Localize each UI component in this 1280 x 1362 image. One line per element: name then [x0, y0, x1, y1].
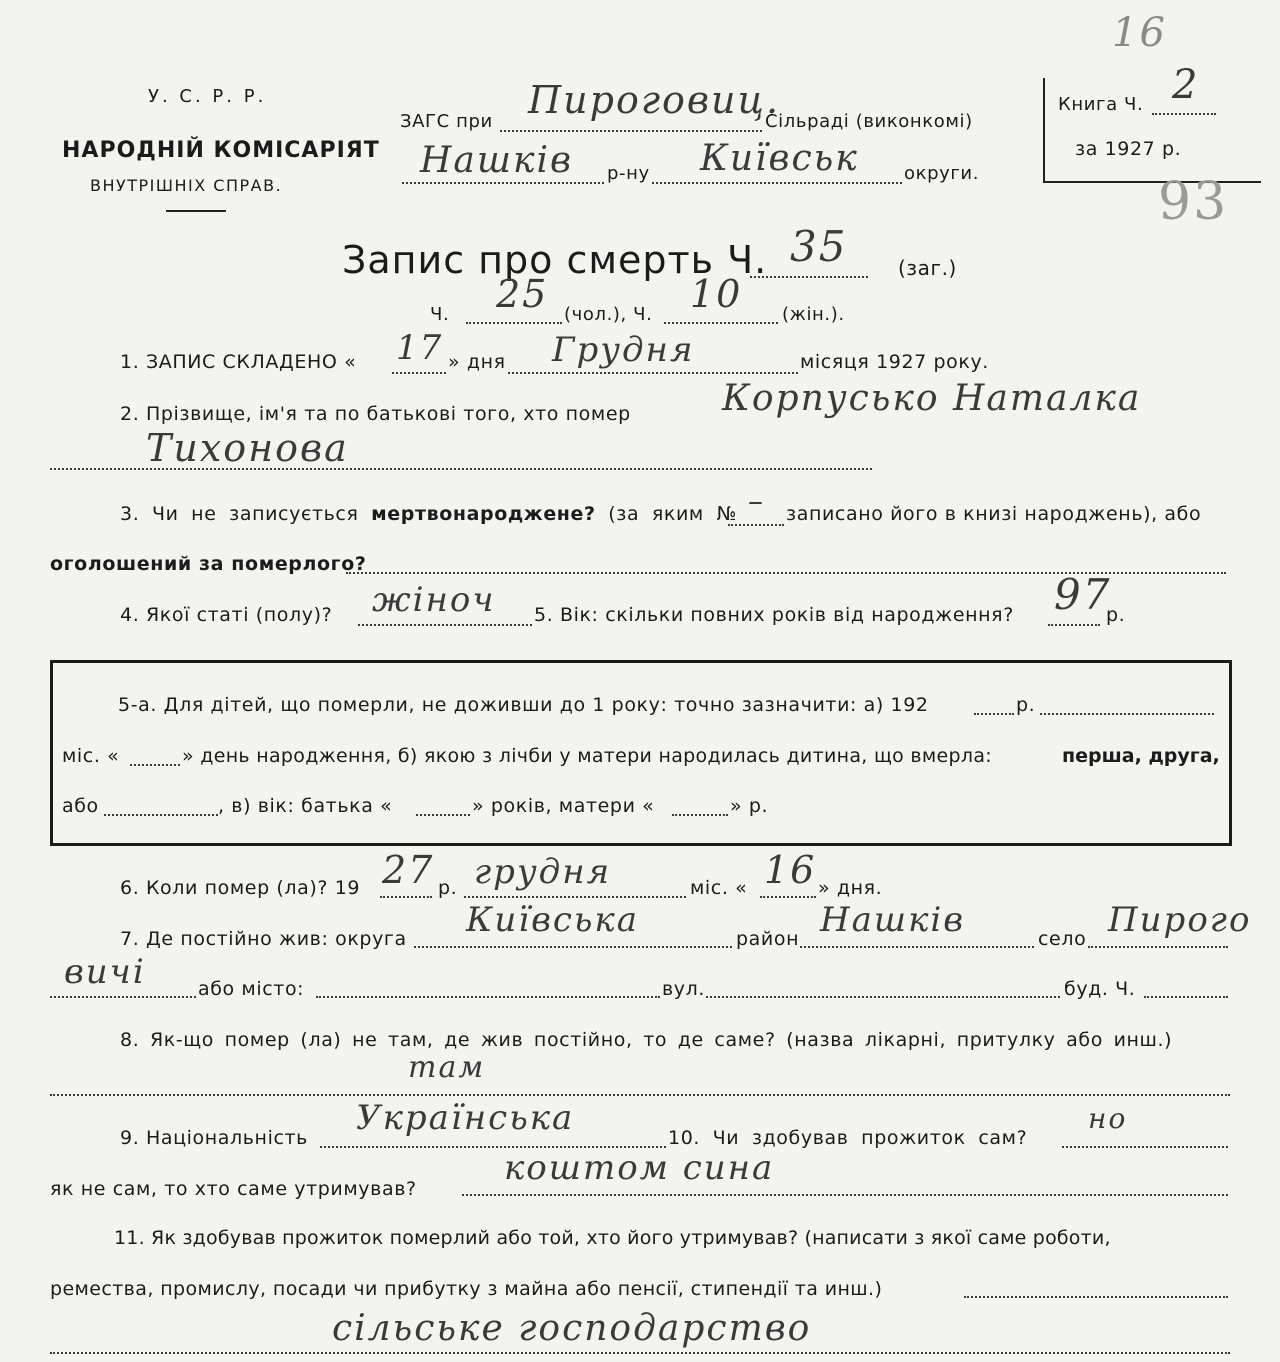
commissariat-title: НАРОДНІЙ КОМІСАРІЯТ: [62, 138, 380, 163]
male-count-label: Ч.: [430, 304, 450, 325]
field7-vul-label: вул.: [662, 978, 706, 1000]
field5-unit: р.: [1106, 604, 1126, 626]
field7-raion-label: район: [736, 928, 800, 950]
field1-mid: » дня: [448, 351, 506, 373]
field7-misto-label: або місто:: [198, 978, 305, 1000]
title-number-line: [750, 276, 868, 278]
field11-line1: 11. Як здобував прожиток померлий або той, хто його утримував? (написати з якої саме роботи,: [114, 1227, 1111, 1249]
field4-value: жіноч: [372, 580, 496, 620]
field5a-r-line: [1040, 713, 1214, 715]
book-label: Книга Ч.: [1058, 94, 1144, 115]
field6-month: грудня: [474, 852, 612, 892]
field5a-line2b: » день народження, б) якою з лічби у матери народилась дитина, що вмерла:: [182, 745, 992, 767]
field6-day: 16: [764, 848, 817, 892]
header-divider: [166, 210, 226, 212]
field8-line: [50, 1094, 1230, 1096]
corner-number: 93: [1158, 172, 1229, 232]
field5a-line2: міс. «: [62, 745, 120, 767]
field1-label: 1. ЗАПИС СКЛАДЕНО «: [120, 351, 357, 373]
field6-day-line: [760, 896, 816, 898]
field2-label: 2. Прізвище, ім'я та по батькові того, хто помер: [120, 403, 631, 425]
field5-line: [1048, 624, 1100, 626]
field1-day: 17: [396, 328, 444, 368]
field6-year: 27: [382, 848, 435, 892]
field3-text2: (за яким №: [608, 503, 737, 525]
field7-okruha-line: [414, 946, 732, 948]
field1-month-line: [508, 372, 798, 374]
okruha-value: Київськ: [700, 138, 859, 179]
page-title: Запис про смерть Ч.: [342, 238, 768, 282]
field7-selo2-line: [50, 996, 196, 998]
book-line: [1152, 113, 1216, 115]
field5a-mother-line: [672, 814, 728, 816]
okruhy-label: округи.: [904, 163, 980, 184]
field5a-day-line: [130, 764, 180, 766]
field5a-line3a: або: [62, 795, 99, 817]
field3-number-line: [728, 524, 784, 526]
field10-label: 10. Чи здобував прожиток сам?: [668, 1127, 1028, 1149]
field3-dash: –: [748, 484, 765, 519]
field6-end: » дня.: [818, 877, 883, 899]
field1-day-line: [392, 372, 446, 374]
field6-label: 6. Коли помер (ла)? 19: [120, 877, 361, 899]
ussr-label: У. С. Р. Р.: [148, 86, 267, 107]
district-value: Нашків: [420, 140, 573, 181]
field11-line2-fill: [964, 1296, 1228, 1298]
field5a-year-line: [974, 713, 1014, 715]
field7-okruha: Київська: [466, 900, 640, 940]
field3-declared-dead: оголошений за померлого?: [50, 553, 367, 575]
field10-q2: як не сам, то хто саме утримував?: [50, 1178, 417, 1200]
selrada-label: Сільраді (виконкомі): [765, 111, 973, 132]
book-number: 2: [1172, 62, 1200, 108]
field5a-line3b: , в) вік: батька «: [218, 795, 393, 817]
field2-value1: Корпусько Наталка: [722, 378, 1142, 419]
zhin-label: (жін.).: [782, 304, 845, 325]
field1-month: Грудня: [552, 330, 695, 370]
field10-line: [1062, 1146, 1228, 1148]
zags-label: ЗАГС при: [400, 111, 493, 132]
field7-selo-line: [1088, 946, 1228, 948]
field10-value2: коштом сина: [504, 1148, 775, 1188]
field5a-line3d: » р.: [730, 795, 769, 817]
field11-value-line: [50, 1352, 1230, 1354]
field6-mis: міс. «: [690, 877, 748, 899]
field10-value: но: [1088, 1102, 1128, 1135]
field7-bud-label: буд. Ч.: [1064, 978, 1136, 1000]
field9-value: Українська: [356, 1098, 575, 1138]
field3-text: [120, 503, 737, 525]
male-line: [466, 322, 562, 324]
field9-label: 9. Національність: [120, 1127, 308, 1149]
field3-text3: записано його в книзі народжень), або: [786, 503, 1202, 525]
field4-line: [358, 624, 532, 626]
internal-affairs-label: ВНУТРІШНІХ СПРАВ.: [90, 176, 283, 195]
field3-stillborn: мертвонароджене?: [371, 503, 596, 525]
field11-value: сільське господарство: [332, 1308, 812, 1349]
field7-selo-label: село: [1038, 928, 1087, 950]
zags-line: [500, 130, 762, 132]
field7-raion-line: [800, 946, 1034, 948]
field7-selo: Пирого: [1108, 900, 1252, 940]
book-year: за 1927 р.: [1075, 138, 1182, 160]
field5a-or-line: [104, 814, 218, 816]
field7-selo2: вичі: [64, 952, 146, 992]
female-line: [664, 322, 778, 324]
field7-raion: Нашків: [820, 900, 966, 940]
zags-value: Пироговиц.: [528, 78, 781, 122]
field5a-line3c: » років, матери «: [472, 795, 655, 817]
district-line: [402, 182, 604, 184]
record-number: 35: [790, 222, 848, 271]
okruha-line: [652, 182, 902, 184]
field2-value2: Тихонова: [146, 426, 349, 470]
field11-line2: ремества, промислу, посади чи прибутку з майна або пенсії, стипендії та инш.): [50, 1278, 883, 1300]
field10-q2-line: [462, 1194, 1228, 1196]
field5a-father-line: [416, 814, 470, 816]
field5a-line1: 5-а. Для дітей, що померли, не доживши до 1 року: точно зазначити: а) 192: [118, 694, 929, 716]
field7-vul-line: [706, 996, 1060, 998]
rnu-label: р-ну: [607, 163, 650, 184]
field5a-r: р.: [1016, 694, 1036, 716]
field7-bud-line: [1144, 996, 1228, 998]
field4-label: 4. Якої статі (полу)?: [120, 604, 333, 626]
corner-mark: 16: [1112, 10, 1167, 56]
female-count: 10: [690, 272, 743, 316]
field5-value: 97: [1054, 570, 1112, 619]
male-count: 25: [496, 272, 549, 316]
field3-text1: 3. Чи не записується: [120, 503, 359, 525]
field1-end: місяця 1927 року.: [800, 351, 989, 373]
field8-label: 8. Як-що помер (ла) не там, де жив постійно, то де саме? (назва лікарні, притулку або инш.): [120, 1029, 1173, 1051]
field5a-order: перша, друга,: [1062, 745, 1220, 767]
field7-label: 7. Де постійно жив: округа: [120, 928, 407, 950]
field7-misto-line: [316, 996, 660, 998]
field6-year-line: [380, 896, 432, 898]
field8-value: там: [408, 1050, 486, 1085]
field5-label: 5. Вік: скільки повних років від народження?: [534, 604, 1014, 626]
title-zag: (заг.): [898, 256, 957, 280]
field6-month-line: [464, 896, 686, 898]
chol-label: (чол.), Ч.: [564, 304, 653, 325]
field6-r: р.: [438, 877, 458, 899]
